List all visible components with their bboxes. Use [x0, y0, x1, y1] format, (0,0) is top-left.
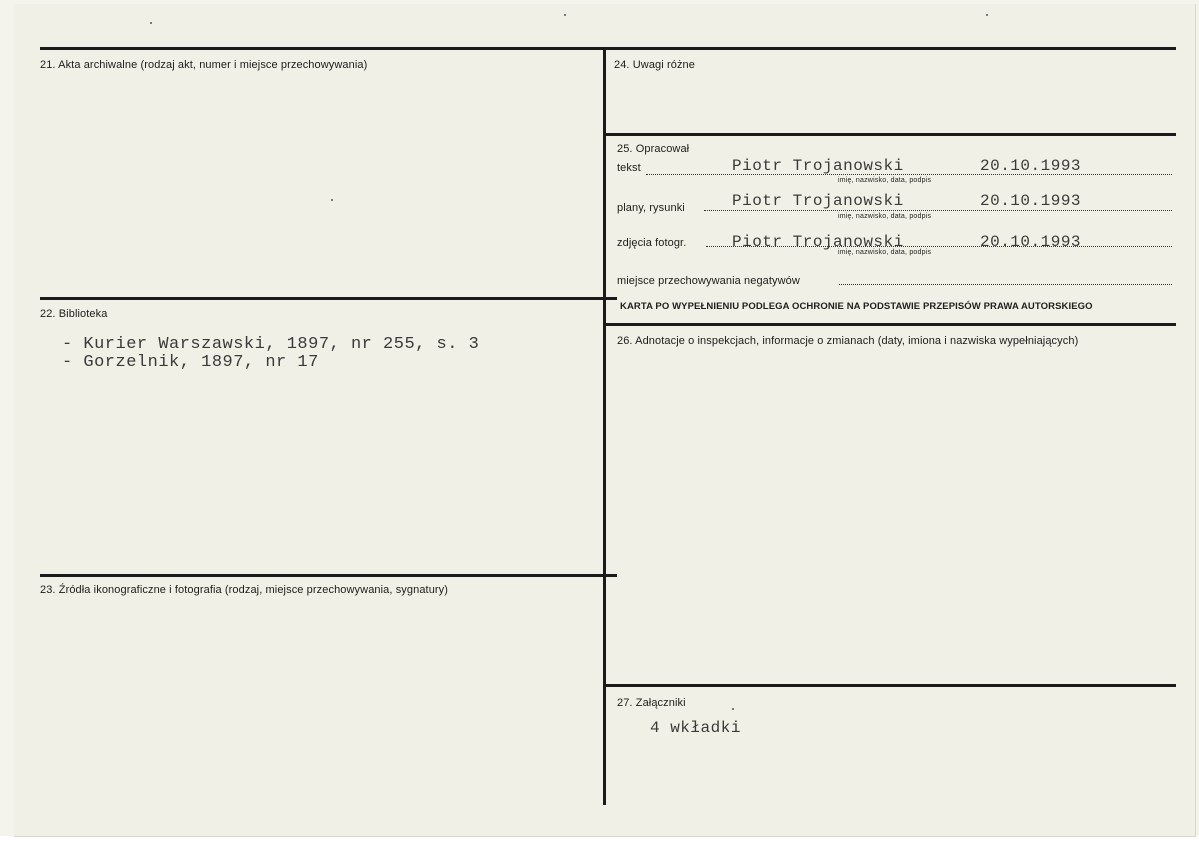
row-label-photos: zdjęcia fotogr.: [617, 237, 687, 249]
negatives-line: [839, 284, 1172, 285]
center-divider: [603, 47, 606, 805]
scan-speck: [732, 708, 734, 710]
library-entry: - Gorzelnik, 1897, nr 17: [62, 353, 319, 372]
rule-top-left: [40, 47, 617, 50]
signature-hint: imię, nazwisko, data, podpis: [838, 177, 932, 184]
scan-bottom-margin: [0, 836, 1199, 851]
section-24-label: 24. Uwagi różne: [614, 59, 695, 71]
copyright-notice: KARTA PO WYPEŁNIENIU PODLEGA OCHRONIE NA PODSTAWIE PRZEPISÓW PRAWA AUTORSKIEGO: [620, 301, 1093, 312]
section-23-label: 23. Źródła ikonograficzne i fotografia (rodzaj, miejsce przechowywania, sygnatury): [40, 584, 449, 596]
scan-speck: [986, 14, 988, 16]
section-22-label: 22. Biblioteka: [40, 308, 108, 320]
rule-26-top: [603, 323, 1176, 326]
author-name: Piotr Trojanowski: [732, 157, 904, 175]
rule-22-top: [40, 297, 617, 300]
rule-25-top: [603, 133, 1176, 136]
negatives-label: miejsce przechowywania negatywów: [617, 275, 800, 287]
signature-line: [646, 174, 1172, 175]
section-21-label: 21. Akta archiwalne (rodzaj akt, numer i miejsce przechowywania): [40, 59, 368, 71]
signature-hint: imię, nazwisko, data, podpis: [838, 249, 932, 256]
scan-speck: [564, 14, 566, 16]
attachments-value: 4 wkładki: [650, 719, 741, 737]
scan-speck: [331, 199, 333, 201]
record-card: [14, 4, 1196, 837]
author-name: Piotr Trojanowski: [732, 192, 904, 210]
author-date: 20.10.1993: [980, 157, 1082, 175]
scan-speck: [150, 22, 152, 24]
rule-top-right: [603, 47, 1176, 50]
author-name: Piotr Trojanowski: [732, 233, 904, 251]
rule-27-top: [603, 684, 1176, 687]
signature-hint: imię, nazwisko, data, podpis: [838, 213, 932, 220]
section-26-label: 26. Adnotacje o inspekcjach, informacje o zmianach (daty, imiona i nazwiska wypełniających): [617, 335, 1079, 347]
row-label-tekst: tekst: [617, 162, 641, 174]
section-25-label: 25. Opracował: [617, 143, 690, 155]
author-date: 20.10.1993: [980, 233, 1082, 251]
library-entry: - Kurier Warszawski, 1897, nr 255, s. 3: [62, 335, 480, 354]
row-label-plans: plany, rysunki: [617, 202, 685, 214]
author-date: 20.10.1993: [980, 192, 1082, 210]
signature-line: [704, 210, 1172, 211]
section-27-label: 27. Załączniki: [617, 697, 686, 709]
rule-23-top: [40, 574, 617, 577]
